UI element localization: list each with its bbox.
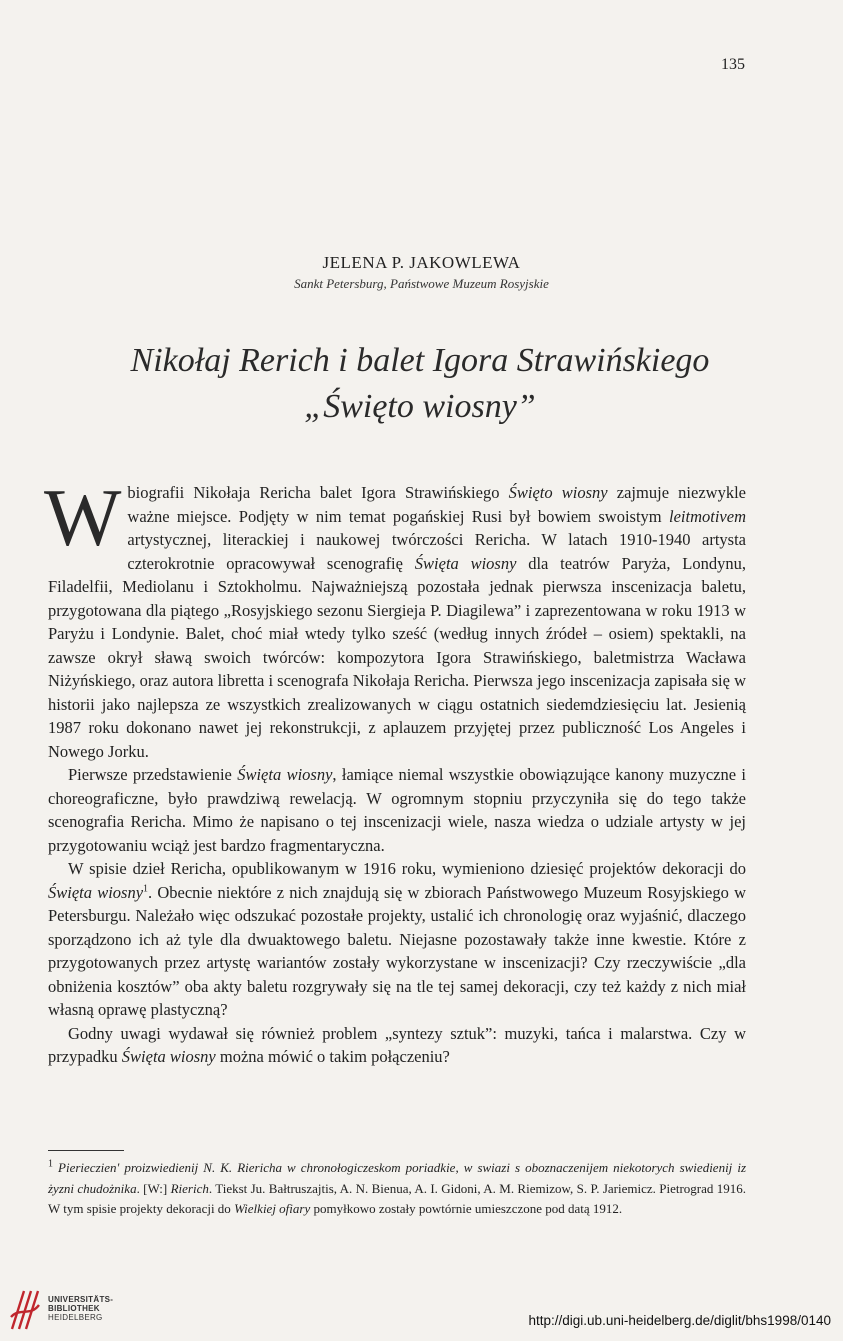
footnote-divider	[48, 1150, 124, 1151]
title-line-2: „Święto wiosny”	[304, 388, 536, 425]
footnote-text: pomyłkowo zostały powtórnie umieszczone pod datą 1912.	[310, 1201, 623, 1216]
library-name-line-1: UNIVERSITÄTS-	[48, 1295, 114, 1304]
library-name-line-2: BIBLIOTHEK	[48, 1304, 100, 1313]
author-affiliation: Sankt Petersburg, Państwowe Muzeum Rosyjskie	[294, 276, 549, 291]
library-logo[interactable]	[8, 1287, 148, 1333]
drop-cap: W	[44, 472, 122, 563]
text-run: Godny uwagi wydawał się również problem „syntezy sztuk”: muzyki, tańca i malarstwa. Czy w przypadku	[48, 1023, 746, 1066]
footnote-number: 1	[48, 1158, 53, 1170]
footnote-italic: Rierich	[170, 1180, 209, 1196]
footnote-italic: Pierieczien' proizwiedienij N. K. Riericha w chronołogiczeskom poriadkie, w swiazi s oboznaczenijem niekotorych swiedienij iz żyzni chudożnika	[48, 1160, 747, 1196]
italic-title: Święta wiosny	[414, 553, 517, 573]
italic-title: Święta wiosny	[48, 882, 144, 902]
footnote-text: . [W:]	[136, 1180, 171, 1196]
text-run: Pierwsze przedstawienie	[68, 765, 238, 784]
text-run: . Obecnie niektóre z nich znajdują się w zbiorach Państwowego Muzeum Rosyjskiego w Petersburgu. Należało więc odszukać pozostałe projekty, ustalić ich chronologię oraz wyjaśnić, dlaczego sporządzono ich aż tyle dla dwuaktowego baletu. Niejasne pozostawały także inne kwestie. Które z przygotowanych przez artystę wariantów zostały wykorzystane w inscenizacji? Czy rzeczywiście „dla obniżenia kosztów” oba akty baletu rozgrywały się na tle tej samej dekoracji, czy też każdy z nich miał własną oprawę plastyczną?	[48, 882, 746, 1019]
text-run: dla teatrów Paryża, Londynu, Filadelfii, Mediolanu i Sztokholmu. Najważniejszą pozostała jednak pierwsza inscenizacja baletu, przygotowana dla piątego „Rosyjskiego sezonu Siergieja P. Diagilewa” i zaprezentowana w roku 1913 w Paryżu i Londynie. Balet, choć miał wtedy tylko sześć (według innych źródeł – osiem) spektakli, na zawsze okrył sławą swoich twórców: kompozytora Igora Strawińskiego, baletmistrza Wacława Niżyńskiego, oraz autora libretta i scenografa Nikołaja Rericha. Pierwsza jego inscenizacja zapisała się w historii jako najlepsza ze wszystkich zrealizowanych w ciągu ostatnich siedemdziesięciu lat. Jesienią 1987 roku dokonano nawet jej rekonstrukcji, z aplauzem przyjętej przez publiczność Los Angeles i Nowego Jorku.	[48, 553, 746, 761]
paragraph-1	[44, 472, 746, 763]
paragraph-3	[48, 857, 746, 1022]
text-run: , łamiące niemal wszystkie obowiązujące kanony muzyczne i choreograficzne, było prawdziwą rewelacją. W ogromnym stopniu przyczyniła się do tego także scenografia Rericha. Mimo że napisano o tej inscenizacji wiele, nasza wiedza o udziale artysty w jej przygotowaniu wciąż jest bardzo fragmentaryczna.	[48, 765, 746, 855]
footnote-italic: Wielkiej ofiary	[234, 1201, 311, 1216]
library-name	[48, 1295, 113, 1322]
text-run: biografii Nikołaja Rericha balet Igora Strawińskiego	[127, 483, 509, 502]
article-body	[44, 472, 746, 1069]
library-seal-icon	[8, 1287, 42, 1333]
library-name-line-3: HEIDELBERG	[48, 1313, 103, 1322]
footnote-1	[48, 1158, 746, 1220]
paragraph-4	[48, 1022, 746, 1069]
italic-title: Święto wiosny	[508, 483, 608, 502]
text-run: W spisie dzieł Rericha, opublikowanym w 1916 roku, wymieniono dziesięć projektów dekoracji do	[68, 859, 746, 878]
italic-title: Święta wiosny	[121, 1047, 216, 1066]
article-title	[40, 338, 800, 430]
text-run: artystycznej, literackiej i naukowej twórczości Rericha. W latach 1910-1940 artysta czterokrotnie opracowywał scenografię	[127, 530, 746, 573]
text-run: zajmuje niezwykle ważne miejsce. Podjęty w nim temat pogańskiej Rusi był bowiem swoistym	[127, 483, 746, 526]
paragraph-2	[48, 763, 746, 857]
author-block	[0, 252, 843, 294]
footnote-text: . Tiekst Ju. Bałtruszajtis, A. N. Bienua, A. I. Gidoni, A. M. Riemizow, S. P. Jariemicz. Pietrograd 1916. W tym spisie projekty dekoracji do	[48, 1180, 746, 1216]
footnote-ref[interactable]: 1	[143, 883, 149, 894]
italic-term: leitmotivem	[669, 506, 746, 526]
page-number: 135	[721, 56, 745, 73]
italic-title: Święta wiosny	[237, 765, 333, 784]
title-line-1: Nikołaj Rerich i balet Igora Strawińskiego	[130, 342, 710, 379]
author-name: JELENA P. JAKOWLEWA	[322, 253, 521, 272]
text-run: można mówić o takim połączeniu?	[215, 1047, 450, 1066]
source-url-link[interactable]: http://digi.ub.uni-heidelberg.de/diglit/bhs1998/0140	[528, 1313, 831, 1328]
